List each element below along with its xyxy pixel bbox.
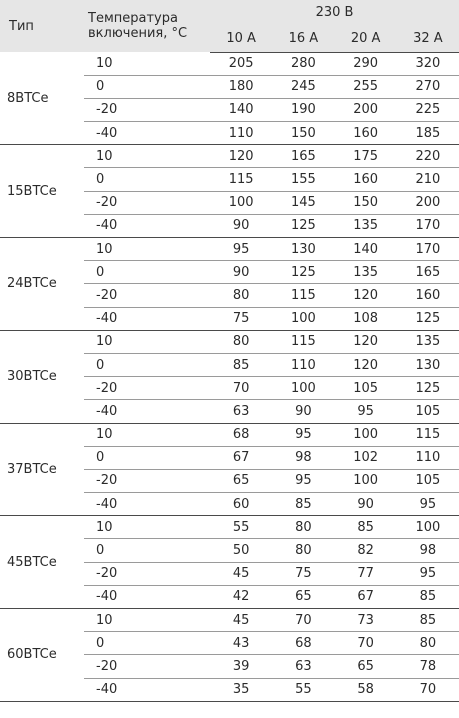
temperature-cell: -20: [84, 284, 210, 307]
power-value-cell: 80: [210, 330, 272, 353]
power-value-cell: 280: [272, 52, 334, 75]
power-value-cell: 42: [210, 585, 272, 608]
power-value-cell: 170: [397, 238, 459, 261]
type-cell: 24BTCe: [0, 238, 84, 331]
power-value-cell: 45: [210, 562, 272, 585]
power-value-cell: 125: [397, 307, 459, 330]
power-value-cell: 80: [210, 284, 272, 307]
power-value-cell: 78: [397, 655, 459, 678]
power-value-cell: 190: [272, 98, 334, 121]
amp-header-10a: 10 А: [210, 26, 272, 52]
temperature-cell: 0: [84, 75, 210, 98]
power-value-cell: 67: [210, 446, 272, 469]
temperature-cell: -20: [84, 191, 210, 214]
power-value-cell: 115: [272, 330, 334, 353]
power-value-cell: 102: [335, 446, 397, 469]
power-value-cell: 125: [272, 261, 334, 284]
temperature-cell: -20: [84, 562, 210, 585]
power-value-cell: 39: [210, 655, 272, 678]
power-value-cell: 60: [210, 493, 272, 516]
temperature-cell: 10: [84, 52, 210, 75]
power-value-cell: 220: [397, 145, 459, 168]
temperature-cell: 0: [84, 261, 210, 284]
temperature-header-line2: включения, °C: [88, 26, 188, 41]
power-value-cell: 65: [210, 469, 272, 492]
temperature-cell: -40: [84, 493, 210, 516]
power-value-cell: 170: [397, 214, 459, 237]
power-value-cell: 135: [335, 261, 397, 284]
power-value-cell: 95: [272, 423, 334, 446]
power-value-cell: 95: [397, 493, 459, 516]
power-value-cell: 140: [335, 238, 397, 261]
power-value-cell: 105: [335, 377, 397, 400]
temperature-cell: -20: [84, 98, 210, 121]
type-cell: 60BTCe: [0, 609, 84, 702]
temperature-cell: 10: [84, 238, 210, 261]
power-value-cell: 145: [272, 191, 334, 214]
temperature-cell: 10: [84, 330, 210, 353]
power-value-cell: 67: [335, 585, 397, 608]
power-value-cell: 140: [210, 98, 272, 121]
power-value-cell: 70: [335, 632, 397, 655]
power-value-cell: 98: [272, 446, 334, 469]
power-value-cell: 85: [335, 516, 397, 539]
power-value-cell: 63: [272, 655, 334, 678]
power-value-cell: 120: [335, 353, 397, 376]
amp-header-20a: 20 А: [335, 26, 397, 52]
temperature-cell: 0: [84, 632, 210, 655]
type-cell: 30BTCe: [0, 330, 84, 423]
power-value-cell: 73: [335, 609, 397, 632]
power-value-cell: 43: [210, 632, 272, 655]
power-value-cell: 75: [272, 562, 334, 585]
temperature-column-header: [84, 0, 210, 52]
power-value-cell: 95: [272, 469, 334, 492]
power-value-cell: 320: [397, 52, 459, 75]
temperature-cell: -20: [84, 655, 210, 678]
power-value-cell: 125: [272, 214, 334, 237]
power-value-cell: 50: [210, 539, 272, 562]
power-value-cell: 175: [335, 145, 397, 168]
amp-header-16a: 16 А: [272, 26, 334, 52]
type-cell: 45BTCe: [0, 516, 84, 609]
power-value-cell: 68: [210, 423, 272, 446]
type-cell: 15BTCe: [0, 145, 84, 238]
power-value-cell: 85: [272, 493, 334, 516]
power-value-cell: 70: [397, 678, 459, 701]
power-value-cell: 135: [335, 214, 397, 237]
power-value-cell: 110: [397, 446, 459, 469]
power-value-cell: 160: [335, 168, 397, 191]
power-value-cell: 100: [335, 469, 397, 492]
temperature-header-line1: Температура: [88, 11, 178, 26]
power-value-cell: 85: [210, 353, 272, 376]
power-value-cell: 58: [335, 678, 397, 701]
temperature-cell: 0: [84, 168, 210, 191]
table-row: [0, 330, 459, 353]
power-value-cell: 55: [210, 516, 272, 539]
table-header: [0, 0, 459, 52]
power-value-cell: 82: [335, 539, 397, 562]
table-row: [0, 423, 459, 446]
power-value-cell: 130: [397, 353, 459, 376]
power-value-cell: 100: [272, 377, 334, 400]
power-value-cell: 160: [335, 122, 397, 145]
table-row: [0, 145, 459, 168]
power-value-cell: 100: [397, 516, 459, 539]
power-value-cell: 35: [210, 678, 272, 701]
power-value-cell: 90: [210, 214, 272, 237]
temperature-cell: -20: [84, 469, 210, 492]
temperature-cell: -40: [84, 585, 210, 608]
temperature-cell: -20: [84, 377, 210, 400]
power-value-cell: 77: [335, 562, 397, 585]
power-value-cell: 120: [335, 284, 397, 307]
power-value-cell: 225: [397, 98, 459, 121]
power-value-cell: 80: [272, 539, 334, 562]
power-value-cell: 105: [397, 400, 459, 423]
power-value-cell: 200: [335, 98, 397, 121]
power-value-cell: 120: [335, 330, 397, 353]
table-row: [0, 609, 459, 632]
temperature-cell: -40: [84, 214, 210, 237]
power-value-cell: 65: [272, 585, 334, 608]
power-value-cell: 63: [210, 400, 272, 423]
power-value-cell: 68: [272, 632, 334, 655]
power-value-cell: 100: [210, 191, 272, 214]
voltage-header: 230 В: [210, 0, 459, 26]
power-value-cell: 80: [397, 632, 459, 655]
power-value-cell: 255: [335, 75, 397, 98]
temperature-cell: -40: [84, 678, 210, 701]
table-row: [0, 238, 459, 261]
temperature-cell: 10: [84, 516, 210, 539]
power-value-cell: 115: [210, 168, 272, 191]
power-value-cell: 45: [210, 609, 272, 632]
table-row: [0, 516, 459, 539]
power-value-cell: 65: [335, 655, 397, 678]
power-value-cell: 70: [272, 609, 334, 632]
type-column-header: Тип: [0, 0, 84, 52]
power-value-cell: 185: [397, 122, 459, 145]
power-value-cell: 90: [272, 400, 334, 423]
power-value-cell: 165: [272, 145, 334, 168]
temperature-cell: -40: [84, 122, 210, 145]
power-value-cell: 115: [272, 284, 334, 307]
power-value-cell: 98: [397, 539, 459, 562]
power-value-cell: 205: [210, 52, 272, 75]
table-row: [0, 52, 459, 75]
power-value-cell: 75: [210, 307, 272, 330]
power-value-cell: 100: [335, 423, 397, 446]
power-value-cell: 108: [335, 307, 397, 330]
power-value-cell: 95: [210, 238, 272, 261]
power-value-cell: 245: [272, 75, 334, 98]
temperature-cell: -40: [84, 400, 210, 423]
power-value-cell: 150: [335, 191, 397, 214]
power-value-cell: 90: [210, 261, 272, 284]
power-value-cell: 180: [210, 75, 272, 98]
power-value-cell: 130: [272, 238, 334, 261]
temperature-cell: 0: [84, 353, 210, 376]
power-value-cell: 55: [272, 678, 334, 701]
temperature-cell: 10: [84, 609, 210, 632]
power-value-cell: 85: [397, 585, 459, 608]
power-value-cell: 70: [210, 377, 272, 400]
power-value-cell: 100: [272, 307, 334, 330]
temperature-cell: 10: [84, 145, 210, 168]
power-value-cell: 90: [335, 493, 397, 516]
amp-header-32a: 32 А: [397, 26, 459, 52]
power-value-cell: 125: [397, 377, 459, 400]
power-value-cell: 155: [272, 168, 334, 191]
power-value-cell: 150: [272, 122, 334, 145]
power-value-cell: 165: [397, 261, 459, 284]
power-value-cell: 105: [397, 469, 459, 492]
power-value-cell: 95: [335, 400, 397, 423]
power-value-cell: 85: [397, 609, 459, 632]
temperature-cell: 0: [84, 539, 210, 562]
power-value-cell: 270: [397, 75, 459, 98]
table-body: [0, 52, 459, 701]
power-value-cell: 120: [210, 145, 272, 168]
temperature-cell: -40: [84, 307, 210, 330]
power-value-cell: 210: [397, 168, 459, 191]
temperature-cell: 10: [84, 423, 210, 446]
power-value-cell: 95: [397, 562, 459, 585]
power-value-cell: 110: [272, 353, 334, 376]
power-value-cell: 80: [272, 516, 334, 539]
type-cell: 8BTCe: [0, 52, 84, 145]
power-value-cell: 115: [397, 423, 459, 446]
power-value-cell: 110: [210, 122, 272, 145]
power-value-cell: 160: [397, 284, 459, 307]
type-cell: 37BTCe: [0, 423, 84, 516]
power-value-cell: 135: [397, 330, 459, 353]
power-value-cell: 290: [335, 52, 397, 75]
power-value-cell: 200: [397, 191, 459, 214]
temperature-cell: 0: [84, 446, 210, 469]
